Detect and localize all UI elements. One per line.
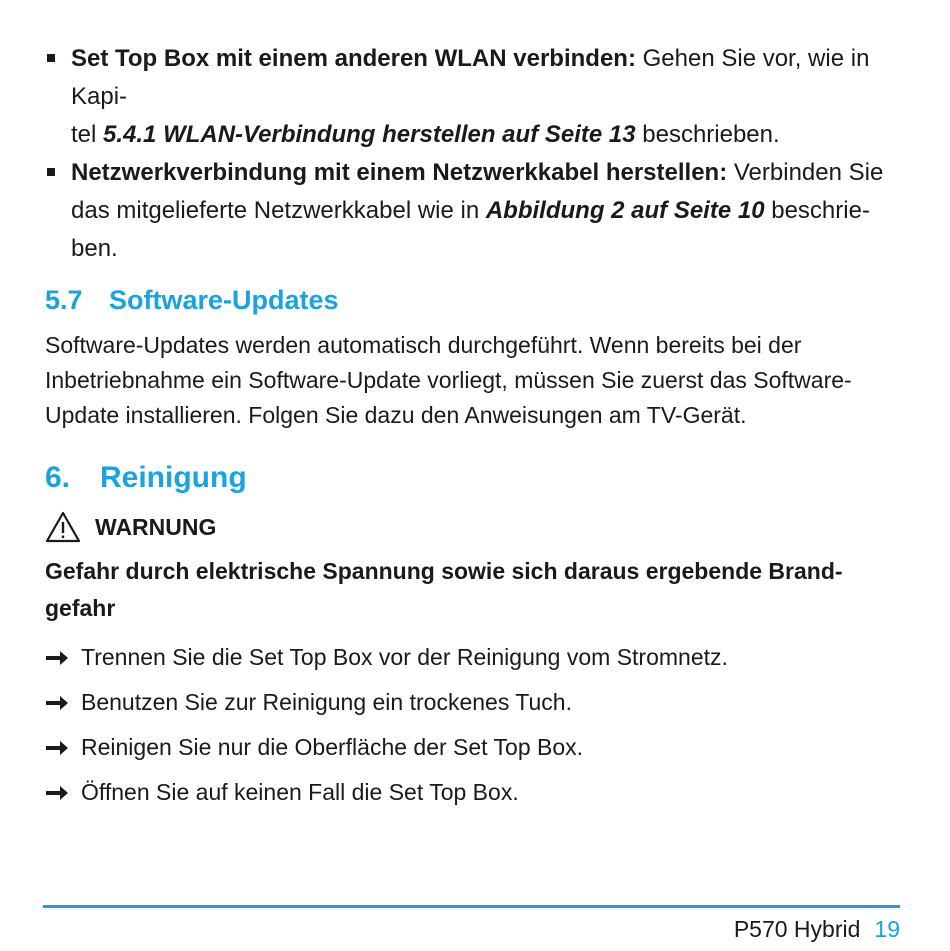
step-text: Öffnen Sie auf keinen Fall die Set Top Box. — [81, 779, 519, 805]
step-text: Trennen Sie die Set Top Box vor der Reinigung vom Stromnetz. — [81, 644, 728, 670]
chapter-heading-reinigung — [45, 453, 900, 503]
section-number: 5.7 — [45, 285, 83, 315]
section-heading-software-updates — [45, 276, 900, 324]
bullet-item-cable — [45, 154, 900, 268]
bullet-lead: Set Top Box mit einem anderen WLAN verbinden: — [71, 45, 636, 72]
list-item — [45, 725, 900, 770]
chapter-title: Reinigung — [100, 461, 247, 494]
arrow-right-icon — [45, 739, 69, 757]
warning-header — [45, 507, 900, 547]
bullet-text: beschrieben. — [635, 121, 780, 148]
step-text: Benutzen Sie zur Reinigung ein trockenes Tuch. — [81, 689, 572, 715]
paragraph-line: Software-Updates werden automatisch durchgeführt. Wenn bereits bei der — [45, 332, 802, 358]
paragraph-line: Inbetriebnahme ein Software-Update vorliegt, müssen Sie zuerst das Software- — [45, 367, 852, 393]
chapter-number: 6. — [45, 461, 71, 494]
cross-reference: 5.4.1 WLAN-Verbindung herstellen auf Seite 13 — [103, 121, 636, 148]
arrow-right-icon — [45, 649, 69, 667]
square-bullet-icon — [47, 168, 55, 176]
document-page — [45, 40, 900, 815]
section-title: Software-Updates — [109, 285, 339, 315]
footer-product: P570 Hybrid — [733, 916, 861, 942]
step-text: Reinigen Sie nur die Oberfläche der Set Top Box. — [81, 734, 584, 760]
bullet-list — [45, 40, 900, 268]
paragraph-line: Update installieren. Folgen Sie dazu den Anweisungen am TV-Gerät. — [45, 402, 747, 428]
bullet-lead: Netzwerkverbindung mit einem Netzwerkkabel herstellen: — [71, 159, 728, 186]
bullet-text: tel — [71, 121, 104, 148]
bullet-text: Verbinden Sie — [727, 159, 884, 186]
bullet-text: das mitgelieferte Netzwerkkabel wie in — [71, 197, 486, 224]
hazard-line: gefahr — [45, 595, 116, 621]
hazard-statement — [45, 553, 900, 627]
warning-triangle-icon — [45, 511, 81, 543]
bullet-text: beschrie- — [764, 197, 870, 224]
software-updates-paragraph — [45, 328, 900, 433]
hazard-line: Gefahr durch elektrische Spannung sowie sich daraus ergebende Brand- — [45, 558, 843, 584]
cleaning-steps-list — [45, 635, 900, 815]
square-bullet-icon — [47, 54, 55, 62]
arrow-right-icon — [45, 694, 69, 712]
footer-divider — [43, 905, 900, 908]
list-item — [45, 635, 900, 680]
bullet-item-wlan — [45, 40, 900, 154]
bullet-text: ben. — [71, 235, 118, 262]
bullet-text: Gehen Sie vor, wie in Kapi- — [71, 45, 870, 110]
cross-reference: Abbildung 2 auf Seite 10 — [485, 197, 765, 224]
page-footer — [734, 916, 900, 943]
page-number: 19 — [874, 916, 900, 942]
list-item — [45, 770, 900, 815]
arrow-right-icon — [45, 784, 69, 802]
list-item — [45, 680, 900, 725]
warning-label: WARNUNG — [95, 514, 217, 540]
